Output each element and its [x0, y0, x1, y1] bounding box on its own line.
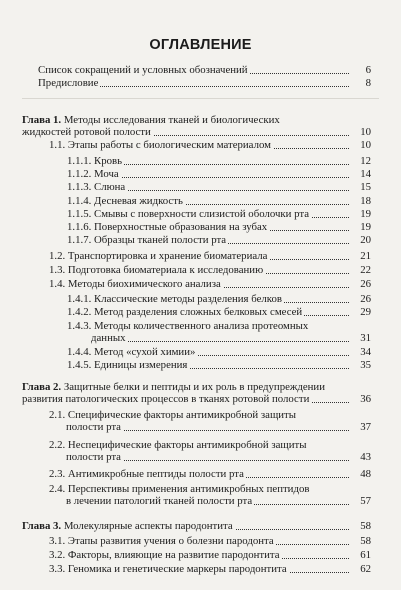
dot-leader [91, 341, 349, 342]
chapter-title: Защитные белки и пептиды и их роль в предупреждении [63, 381, 325, 393]
section-title: Методы количественного анализа протеомных [94, 320, 309, 332]
toc-entry-3-2 [49, 549, 371, 561]
section-number: 1.1.2. [67, 168, 92, 180]
chapter-title-cont: жидкостей ротовой полости [22, 126, 151, 139]
section-title: Моча [94, 168, 119, 180]
section-title: Метод разделения сложных белковых смесей [94, 306, 303, 318]
section-title: Специфические факторы антимикробной защиты [67, 409, 297, 421]
toc-entry-1-1-2 [67, 168, 371, 180]
chapter-title-cont: развития патологических процессов в тканях ротовой полости [22, 393, 310, 406]
toc-page-number: 36 [357, 393, 371, 405]
section-title: Неспецифические факторы антимикробной защиты [67, 439, 307, 451]
toc-page-number: 6 [357, 64, 371, 76]
section-number: 3.2. [49, 549, 66, 561]
section-title-cont: данных [91, 332, 126, 345]
section-number: 1.4.4. [67, 346, 92, 358]
toc-page-number: 58 [357, 520, 371, 532]
section-number: 2.3. [49, 468, 66, 480]
toc-page-number: 19 [357, 208, 371, 220]
section-title-cont: в лечении патологий тканей полости рта [66, 495, 253, 508]
toc-page-number: 21 [357, 250, 371, 262]
toc-entry-1-1-7 [67, 234, 371, 246]
toc-entry-2-4 [49, 483, 371, 507]
section-number: 1.1.4. [67, 195, 92, 207]
section-number: 3.1. [49, 535, 66, 547]
toc-entry-1-1-3 [67, 181, 371, 193]
toc-page-number: 15 [357, 181, 371, 193]
toc-entry-2-1 [49, 409, 371, 433]
section-number: 1.2. [49, 250, 66, 262]
toc-entry-1-1 [49, 139, 371, 151]
section-title: Методы биохимического анализа [67, 278, 221, 290]
toc-page-number: 37 [357, 421, 371, 433]
section-title: Метод «сухой химии» [94, 346, 196, 358]
toc-page-number: 10 [357, 126, 371, 138]
toc-page-number: 57 [357, 495, 371, 507]
toc-entry-1-1-1 [67, 155, 371, 167]
chapter-label: Глава 3. [22, 520, 62, 532]
chapter-label: Глава 1. [22, 114, 62, 126]
section-title: Кровь [94, 155, 123, 167]
toc-page-number: 58 [357, 535, 371, 547]
toc-entry-3-1 [49, 535, 371, 547]
section-number: 1.1.1. [67, 155, 92, 167]
chapter-title: Методы исследования тканей и биологических [63, 114, 280, 126]
toc-entry-1-3 [49, 264, 371, 276]
page-title: ОГЛАВЛЕНИЕ [149, 37, 252, 53]
toc-entry-2-2 [49, 439, 371, 463]
section-title: Образцы тканей полости рта [94, 234, 227, 246]
toc-entry-1-4-3 [67, 320, 371, 344]
toc-entry-2-3 [49, 468, 371, 480]
toc-entry-1-1-6 [67, 221, 371, 233]
section-title: Этапы работы с биологическим материалом [67, 139, 271, 151]
toc-page-number: 20 [357, 234, 371, 246]
toc-entry-1-4-1 [67, 293, 371, 305]
section-title: Перспективы применения антимикробных пептидов [67, 483, 310, 495]
section-number: 3.3. [49, 563, 66, 575]
toc-entry-1-1-5 [67, 208, 371, 220]
section-title-cont: полости рта [66, 421, 121, 434]
section-number: 2.4. [49, 483, 66, 495]
toc-chapter-3 [22, 520, 371, 532]
section-number: 1.4.5. [67, 359, 92, 371]
section-number: 1.1.5. [67, 208, 92, 220]
section-title: Смывы с поверхности слизистой оболочки рта [94, 208, 310, 220]
toc-page-number: 29 [357, 306, 371, 318]
section-number: 1.1.3. [67, 181, 92, 193]
toc-entry-1-1-4 [67, 195, 371, 207]
toc-page-number: 18 [357, 195, 371, 207]
toc-page-number: 14 [357, 168, 371, 180]
section-title: Десневая жидкость [94, 195, 183, 207]
toc-page-number: 12 [357, 155, 371, 167]
toc-page-number: 22 [357, 264, 371, 276]
toc-page-number: 10 [357, 139, 371, 151]
toc-chapter-2 [22, 381, 371, 405]
section-number: 1.3. [49, 264, 66, 276]
section-number: 2.1. [49, 409, 66, 421]
toc-page-number: 26 [357, 278, 371, 290]
toc-page-number: 34 [357, 346, 371, 358]
section-number: 1.4.1. [67, 293, 92, 305]
chapter-label: Глава 2. [22, 381, 62, 393]
section-title: Единицы измерения [94, 359, 188, 371]
toc-entry-preface [38, 77, 371, 89]
toc-entry-1-2 [49, 250, 371, 262]
toc-page-number: 19 [357, 221, 371, 233]
toc-entry-3-3 [49, 563, 371, 575]
toc-page-number: 31 [357, 332, 371, 344]
section-title: Транспортировка и хранение биоматериала [67, 250, 268, 262]
toc-page-number: 35 [357, 359, 371, 371]
section-number: 1.1.6. [67, 221, 92, 233]
section-title: Поверхностные образования на зубах [94, 221, 268, 233]
section-title: Классические методы разделения белков [94, 293, 282, 305]
section-title: Подготовка биоматериала к исследованию [67, 264, 264, 276]
section-title: Этапы развития учения о болезни пародонта [67, 535, 274, 547]
section-number: 1.4.3. [67, 320, 92, 332]
toc-entry-1-4-5 [67, 359, 371, 371]
toc-page-number: 43 [357, 451, 371, 463]
section-number: 1.4. [49, 278, 66, 290]
section-title-cont: полости рта [66, 451, 121, 464]
section-title: Слюна [94, 181, 126, 193]
section-number: 1.1. [49, 139, 66, 151]
toc-chapter-1 [22, 114, 371, 138]
toc-entry-1-4 [49, 278, 371, 290]
toc-entry-abbreviations [38, 64, 371, 76]
section-number: 1.4.2. [67, 306, 92, 318]
toc-page-number: 62 [357, 563, 371, 575]
divider [22, 98, 379, 99]
section-title: Антимикробные пептиды полости рта [67, 468, 244, 480]
section-number: 2.2. [49, 439, 66, 451]
toc-entry-1-4-4 [67, 346, 371, 358]
section-title: Факторы, влияющие на развитие пародонтита [67, 549, 280, 561]
section-number: 1.1.7. [67, 234, 92, 246]
toc-page-number: 26 [357, 293, 371, 305]
chapter-title: Молекулярные аспекты пародонтита [63, 520, 233, 532]
toc-page-number: 48 [357, 468, 371, 480]
toc-entry-text: Список сокращений и условных обозначений [38, 64, 248, 76]
toc-page-number: 61 [357, 549, 371, 561]
toc-entry-1-4-2 [67, 306, 371, 318]
toc-entry-text: Предисловие [38, 77, 99, 89]
section-title: Геномика и генетические маркеры пародонтита [67, 563, 287, 575]
toc-page-number: 8 [357, 77, 371, 89]
